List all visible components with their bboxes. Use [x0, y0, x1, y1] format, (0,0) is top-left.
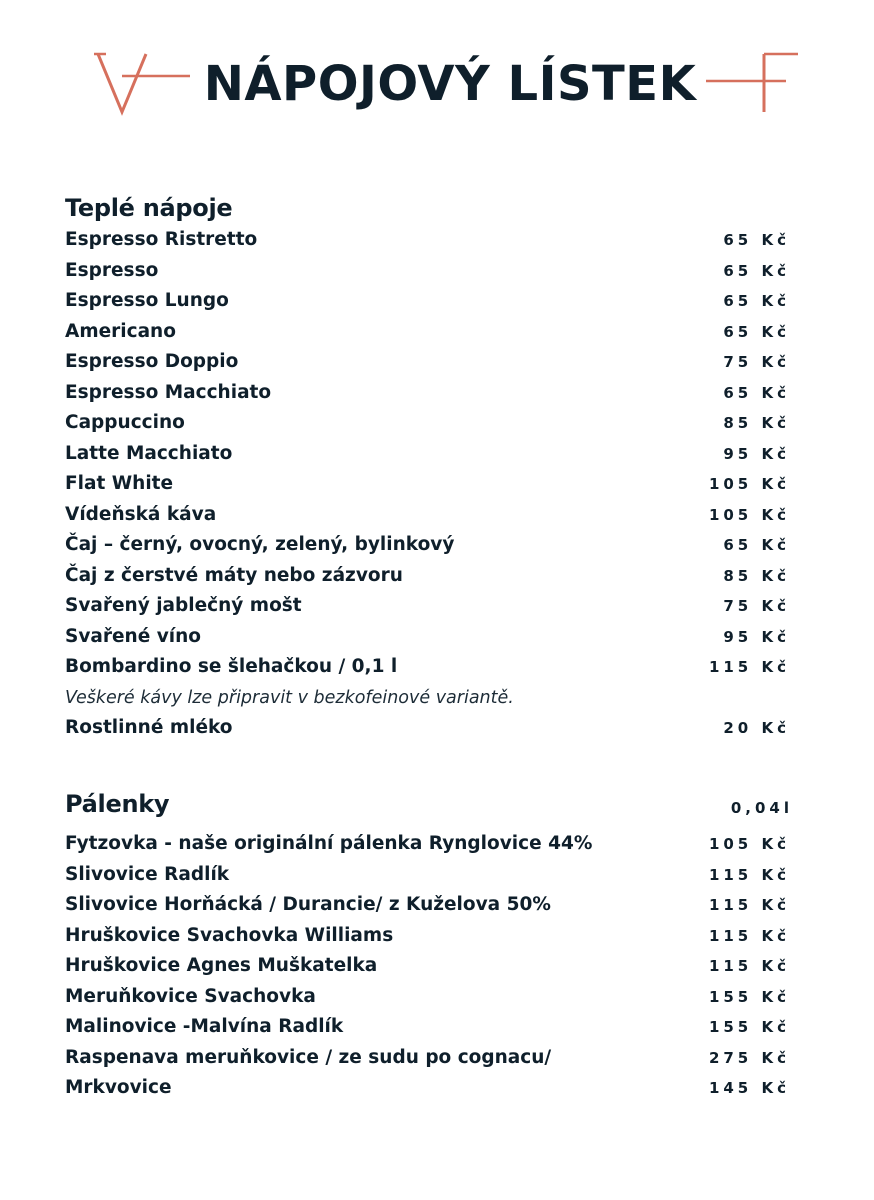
menu-item	[65, 591, 795, 622]
menu-item	[65, 439, 795, 470]
menu-item	[65, 1073, 795, 1104]
item-name: Vídeňská káva	[65, 503, 217, 525]
menu-item	[65, 530, 795, 561]
item-price: 65 Kč	[723, 231, 790, 249]
item-name: Hruškovice Agnes Muškatelka	[65, 955, 378, 976]
item-name: Bombardino se šlehačkou / 0,1 l	[65, 656, 398, 677]
item-name: Slivovice Horňácká / Durancie/ z Kuželova 50%	[65, 894, 551, 915]
item-name: Americano	[65, 320, 176, 342]
spirits-list	[65, 829, 795, 1104]
item-price: 20 Kč	[723, 719, 790, 737]
item-name: Rostlinné mléko	[65, 717, 233, 738]
menu-item	[65, 256, 795, 287]
item-name: Fytzovka - naše originální pálenka Rynglovice 44%	[65, 833, 593, 854]
hot-drinks-list	[65, 225, 795, 683]
decaf-note: Veškeré kávy lze připravit v bezkofeinové variantě.	[65, 687, 514, 708]
item-name: Hruškovice Svachovka Williams	[65, 924, 394, 946]
item-price: 105 Kč	[708, 835, 790, 853]
item-price: 145 Kč	[708, 1079, 790, 1097]
item-name: Mrkvovice	[65, 1077, 172, 1098]
logo-v-mark	[92, 48, 202, 118]
menu-item	[65, 469, 795, 500]
item-name: Flat White	[65, 473, 174, 494]
item-price: 65 Kč	[723, 536, 790, 554]
item-name: Espresso Macchiato	[65, 381, 272, 403]
menu-header	[0, 0, 874, 160]
item-name: Svařený jablečný mošt	[65, 595, 302, 616]
item-price: 105 Kč	[708, 475, 790, 493]
menu-item	[65, 1043, 795, 1074]
menu-item	[65, 951, 795, 982]
menu-item	[65, 225, 795, 256]
item-price: 85 Kč	[723, 414, 790, 432]
menu-item	[65, 286, 795, 317]
menu-item	[65, 890, 795, 921]
page-title: NÁPOJOVÝ LÍSTEK	[203, 56, 697, 112]
item-price: 75 Kč	[723, 353, 790, 371]
menu-item	[65, 829, 795, 860]
item-name: Raspenava meruňkovice / ze sudu po cognacu/	[65, 1046, 552, 1068]
menu-item	[65, 500, 795, 531]
item-name: Malinovice -Malvína Radlík	[65, 1016, 344, 1037]
item-price: 65 Kč	[723, 383, 790, 402]
item-price: 95 Kč	[723, 444, 790, 463]
menu-item	[65, 1012, 795, 1043]
item-price: 95 Kč	[723, 627, 790, 646]
menu-item	[65, 317, 795, 348]
item-price: 155 Kč	[708, 987, 790, 1006]
spirits-section	[65, 789, 795, 1104]
section-title-hot-drinks: Teplé nápoje	[65, 194, 233, 222]
menu-item	[65, 652, 795, 683]
menu-item	[65, 713, 795, 744]
item-name: Espresso Ristretto	[65, 229, 258, 250]
volume-label: 0,04l	[730, 799, 793, 817]
item-name: Meruňkovice Svachovka	[65, 985, 316, 1007]
item-name: Svařené víno	[65, 625, 201, 647]
section-title-spirits: Pálenky	[65, 790, 170, 818]
menu-item	[65, 408, 795, 439]
hot-drinks-section	[65, 193, 795, 744]
menu-item	[65, 982, 795, 1013]
item-price: 85 Kč	[723, 566, 790, 585]
menu-item	[65, 921, 795, 952]
item-name: Espresso Doppio	[65, 351, 239, 372]
item-name: Latte Macchiato	[65, 442, 233, 464]
item-name: Čaj z čerstvé máty nebo zázvoru	[65, 564, 403, 586]
item-price: 65 Kč	[723, 261, 790, 280]
item-price: 115 Kč	[708, 926, 790, 945]
item-name: Slivovice Radlík	[65, 863, 230, 885]
item-price: 65 Kč	[723, 322, 790, 341]
item-name: Cappuccino	[65, 412, 185, 433]
menu-item	[65, 378, 795, 409]
item-price: 275 Kč	[708, 1048, 790, 1067]
menu-item	[65, 347, 795, 378]
item-price: 115 Kč	[708, 957, 790, 975]
item-name: Espresso Lungo	[65, 290, 229, 311]
menu-item	[65, 561, 795, 592]
item-name: Čaj – černý, ovocný, zelený, bylinkový	[65, 534, 455, 555]
item-price: 75 Kč	[723, 597, 790, 615]
logo-f-mark	[700, 48, 810, 118]
item-name: Espresso	[65, 259, 159, 281]
menu-item	[65, 860, 795, 891]
menu-item	[65, 622, 795, 653]
item-price: 115 Kč	[708, 896, 790, 914]
item-price: 115 Kč	[708, 865, 790, 884]
item-price: 155 Kč	[708, 1018, 790, 1036]
item-price: 105 Kč	[708, 505, 790, 524]
item-price: 65 Kč	[723, 292, 790, 310]
item-price: 115 Kč	[708, 658, 790, 676]
